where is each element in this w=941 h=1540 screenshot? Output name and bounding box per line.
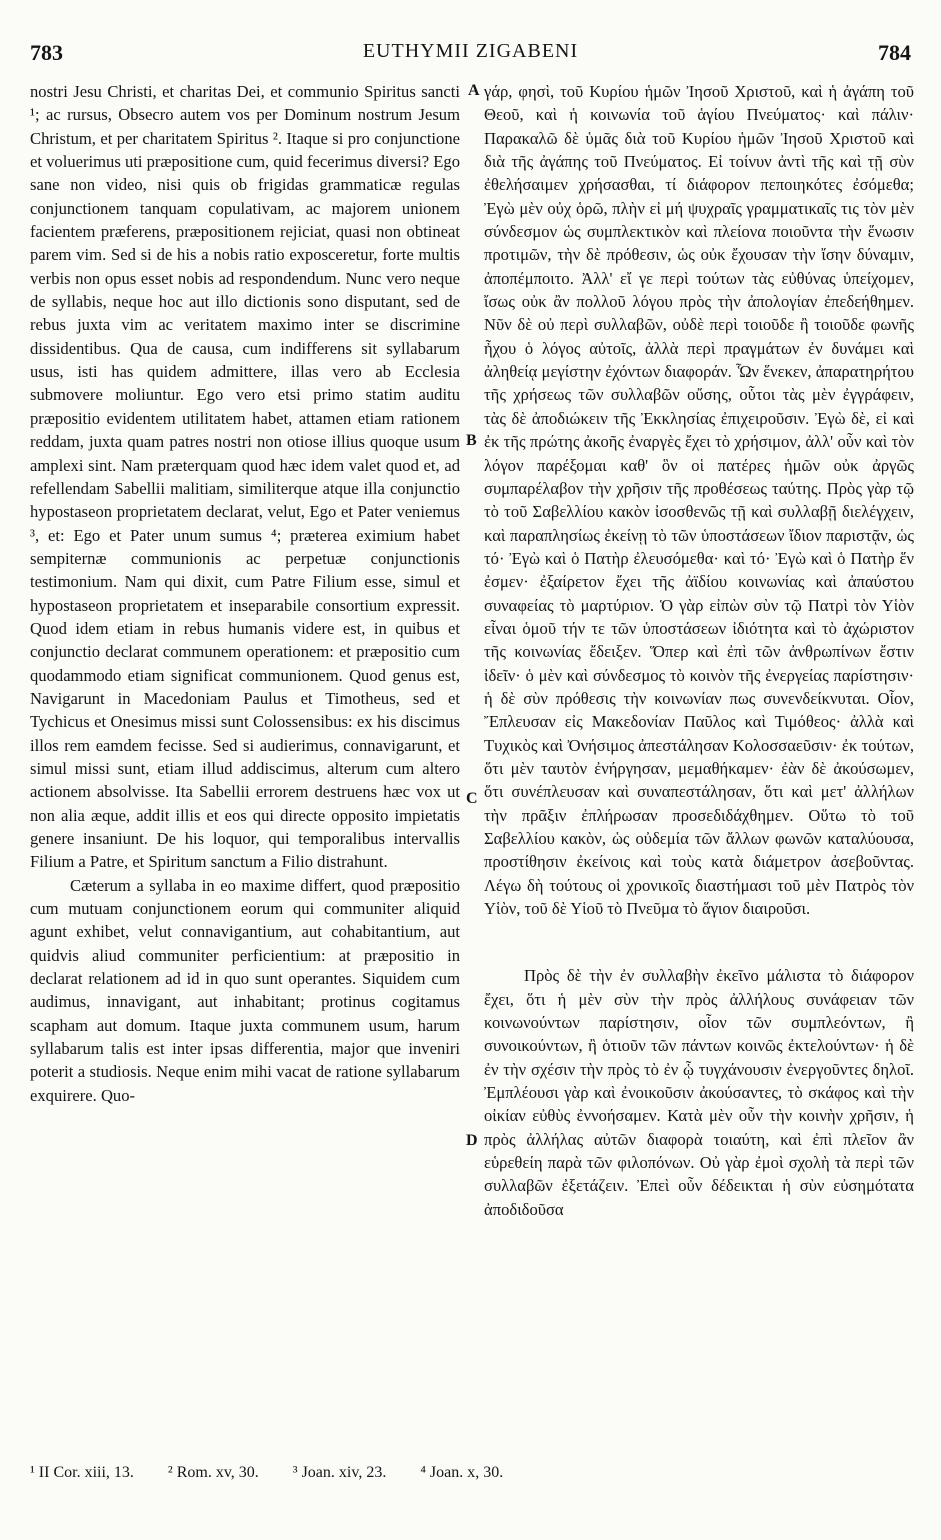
section-marker-a: A bbox=[468, 82, 480, 99]
page-number-left: 783 bbox=[30, 40, 63, 65]
footnote-2: ² Rom. xv, 30. bbox=[167, 1464, 259, 1481]
latin-paragraph-1: nostri Jesu Christi, et charitas Dei, et communio Spiritus sancti ¹; ac rursus, Obsecro autem vos per Dominum nostrum Jesum Christum, et per charitatem Spiritus ². Itaque si pro conjunctione et voluerimus uti præpositione cum, quid fecerimus diversi? Ego sane non video, nisi quis ob frigidas grammaticæ regulas conjunctionem tanquam copulativam, ac majorem unionem facientem præferens, præpositionem rejiciat, quasi non obtineat parem vim. Sed si de his a nobis ratio exposceretur, forte multis verbis non opus esset nobis ad respondendum. Nunc vero neque de syllabis, neque hoc aut illo dictionis sono disputant, sed de rebus juxta vim ac veritatem maximo inter se discrimine dissidentibus. Qua de causa, cum indifferens sit syllabarum usus, isti has quidem admittere, illas vero ab Ecclesia submovere moliuntur. Ego vero etsi primo statim auditu præpositio evidentem utilitatem habet, attamen etiam rationem reddam, juxta quam patres nostri non otiose illius quoque usum amplexi sint. Nam præterquam quod hæc idem valet quod et, ad refellendam Sabellii malitiam, similiterque atque illa conjunctio hypostaseon proprietatem declarat, velut, Ego et Pater veniemus ³, et: Ego et Pater unum sumus ⁴; præterea eximium habet sempiternæ communionis ac perpetuæ conjunctionis testimonium. Nam qui dixit, cum Patre Filium esse, simul et hypostaseon proprietatem et inseparabile consortium expressit. Quod idem etiam in rebus humanis videre est, in quibus et conjunctio declarat communem operationem: et præpositio cum quodammodo etiam significat communionem. Quod genus est, Navigarunt in Macedoniam Paulus et Timotheus, sed et Tychicus et Onesimus missi sunt Colossensibus: ex his discimus illos rem eamdem fecisse. Sed si audierimus, connavigarunt, et simul missi sunt, etiam illud addiscimus, alterum cum altero actionem absolvisse. Ita Sabellii errorem destruens hæc vox ut non alia æque, addit illis et eos qui directe opposito impietatis genere insaniunt. De his loquor, qui temporalibus intervallis Filium a Patre, et Spiritum sanctum a Filio distrahunt. bbox=[30, 82, 460, 872]
section-marker-b: B bbox=[466, 432, 477, 449]
footnote-3: ³ Joan. xiv, 23. bbox=[292, 1464, 387, 1481]
greek-paragraph-1: γάρ, φησὶ, τοῦ Κυρίου ἡμῶν Ἰησοῦ Χριστοῦ, καὶ ἡ ἀγάπη τοῦ Θεοῦ, καὶ ἡ κοινωνία τοῦ ἁγίου Πνεύματος· καὶ πάλιν· Παρακαλῶ δὲ ὑμᾶς διὰ τοῦ Κυρίου ἡμῶν Ἰησοῦ Χριστοῦ καὶ διὰ τῆς ἀγάπης τοῦ Πνεύματος. Εἰ τοίνυν ἀντὶ τῆς καὶ τῇ σὺν ἐθελήσαιμεν χρήσασθαι, τί διάφορον πεποιηκότες ἐσόμεθα; Ἐγὼ μὲν οὐχ ὁρῶ, πλὴν εἰ μή ψυχραῖς γραμματικαῖς τις τὸν μὲν σύνδεσμον ὡς συμπλεκτικὸν καὶ πλείονα ποιοῦντα τὴν ἕνωσιν προτιμῶν, τὴν δὲ πρόθεσιν, ὡς οὐκ ἔχουσαν τὴν ἴσην δύναμιν, ἀποπέμποιτο. Ἀλλ' εἴ γε περὶ τούτων τὰς εὐθύνας ὑπείχομεν, ἴσως οὐκ ἂν πολλοῦ λόγου πρὸς τὴν ἀπολογίαν ἐπεδεήθημεν. Νῦν δὲ οὐ περὶ συλλαβῶν, οὐδὲ περὶ τοιοῦδε ἢ τοιοῦδε φωνῆς ἦχου ὁ λόγος αὐτοῖς, ἀλλὰ περὶ πραγμάτων ἐν δυνάμει καὶ ἀληθείᾳ μεγίστην ἐχόντων διαφοράν. Ὧν ἕνεκεν, ἀπαρατηρήτου τῆς χρήσεως τῶν συλλαβῶν οὔσης, οὗτοι τὰς μὲν ἐγγράφειν, τὰς δὲ ἀποδιώκειν τῆς Ἐκκλησίας ἐπιχειροῦσιν. Ἐγὼ δὲ, εἰ καὶ ἐκ τῆς πρώτης ἀκοῆς ἐναργὲς ἔχει τὸ χρήσιμον, ἀλλ' οὖν καὶ τὸν λόγον παρέξομαι καθ' ὃν οἱ πατέρες ἡμῶν οὐκ ἀργῶς συμπαρέλαβον τὴν χρῆσιν τῆς προθέσεως ταύτης. Πρὸς γὰρ τῷ τὸ τοῦ Σαβελλίου κακὸν ἰσοσθενῶς τῇ καὶ συλλαβῇ διελέγχειν, καὶ παραπλησίως ἐκείνῃ τὸ τῶν ὑποστάσεων ἴδιον παριστᾷν, ὡς τό· Ἐγὼ καὶ ὁ Πατὴρ ἐλευσόμεθα· καὶ τό· Ἐγὼ καὶ ὁ Πατὴρ ἕν ἐσμεν· ἐξαίρετον ἔχει τῆς ἀϊδίου κοινωνίας καὶ ἀπαύστου συναφείας τὸ μαρτύριον. Ὁ γὰρ εἰπὼν σὺν τῷ Πατρὶ τὸν Υἱὸν εἶναι ὁμοῦ τήν τε τῶν ὑποστάσεων ἰδιότητα καὶ τὸ ἀχώριστον τῆς κοινωνίας ἔδειξεν. Ὅπερ καὶ ἐπὶ τῶν ἀνθρωπίνων ἔστιν ἰδεῖν· ὁ μὲν καὶ σύνδεσμος τὸ κοινὸν τῆς ἐνεργείας παρίστησιν· ἡ δὲ σὺν πρόθεσις τὴν κοινωνίαν πως συνενδείκνυται. Οἷον, Ἔπλευσαν εἰς Μακεδονίαν Παῦλος καὶ Τιμόθεος· ἀλλὰ καὶ Τυχικὸς καὶ Ὀνήσιμος ἀπεστάλησαν Κολοσσαεῦσιν· ἐκ τούτων, ὅτι μὲν ταυτὸν ἐνήργησαν, μεμαθήκαμεν· ἐὰν δὲ ἀκούσωμεν, ὅτι συνέπλευσαν καὶ συναπεστάλησαν, ὅτι καὶ μετ' ἀλλήλων τὴν πρᾶξιν ἐπλήρωσαν προσεδιδάχθημεν. Οὕτω τὸ τοῦ Σαβελλίου κακὸν, ὡς οὐδεμία τῶν ἄλλων φωνῶν καταλύουσα, προστίθησιν ἐκείνοις καὶ τοὺς κατὰ διάμετρον ἀσεβοῦντας. Λέγω δὴ τούτους οἱ χρονικοῖς διαστήμασι τοῦ μὲν Πατρὸς τὸν Υἱὸν, τοῦ δὲ Υἱοῦ τὸ Πνεῦμα τὸ ἅγιον διαιροῦσι. bbox=[484, 82, 914, 919]
latin-column bbox=[30, 80, 460, 1107]
greek-paragraph-2: Πρὸς δὲ τὴν ἐν συλλαβὴν ἐκεῖνο μάλιστα τὸ διάφορον ἔχει, ὅτι ἡ μὲν σὺν τὴν πρὸς ἀλλήλους συνάφειαν τῶν κοινωνούντων παρίστησιν, οἷον τῶν συμπλεόντων, ἢ συνοικούντων, ἢ ὁτιοῦν τῶν πάντων κοινῶς ἐκτελούντων· ἡ δὲ ἐν τὴν σχέσιν τὴν πρὸς τὸ ἐν ᾧ τυγχάνουσιν ἐνεργοῦντες δηλοῖ. Ἐμπλέουσι γὰρ καὶ ἐνοικοῦσιν ἀκούσαντες, τὸ σκάφος καὶ τὴν οἰκίαν εὐθὺς ἐννοήσαμεν. Κατὰ μὲν οὖν τὴν κοινὴν χρῆσιν, ἡ πρὸς ἀλλήλας αὐτῶν διαφορὰ τοιαύτη, καὶ ἐπὶ πλεῖον ἂν εὑρεθείη παρὰ τῶν φιλοπόνων. Οὐ γὰρ ἐμοὶ σχολὴ τὰ περὶ τῶν συλλαβῶν ἐξετάζειν. Ἐπεὶ οὖν δέδεικται ἡ σὺν εὐσημότατα ἀποδιδοῦσα bbox=[484, 966, 914, 1219]
section-marker-d: D bbox=[466, 1132, 478, 1149]
footnotes bbox=[30, 1464, 911, 1482]
footnote-4: ⁴ Joan. x, 30. bbox=[420, 1464, 504, 1481]
footnote-1: ¹ II Cor. xiii, 13. bbox=[30, 1464, 134, 1481]
latin-paragraph-2: Cæterum a syllaba in eo maxime differt, quod præpositio cum mutuam conjunctionem eorum qui communiter aliquid agunt exhibet, velut connavigantium, aut cohabitantium, aut quidvis aliud communiter perficientium: at præpositio in declarat relationem ad id in quo sunt operantes. Siquidem cum audimus, innavigant, aut inhabitant; protinus cogitamus scapham aut domum. Itaque juxta communem usum, harum syllabarum talis est inter ipsas differentia, major que inveniri poterit a studiosis. Neque enim mihi vacat de ratione syllabarum exquirere. Quo- bbox=[30, 875, 460, 1105]
section-marker-c: C bbox=[466, 790, 478, 807]
greek-column bbox=[484, 80, 914, 1221]
page-number-right: 784 bbox=[878, 40, 911, 65]
running-header bbox=[30, 40, 911, 68]
running-title: EUTHYMII ZIGABENI bbox=[362, 40, 579, 62]
